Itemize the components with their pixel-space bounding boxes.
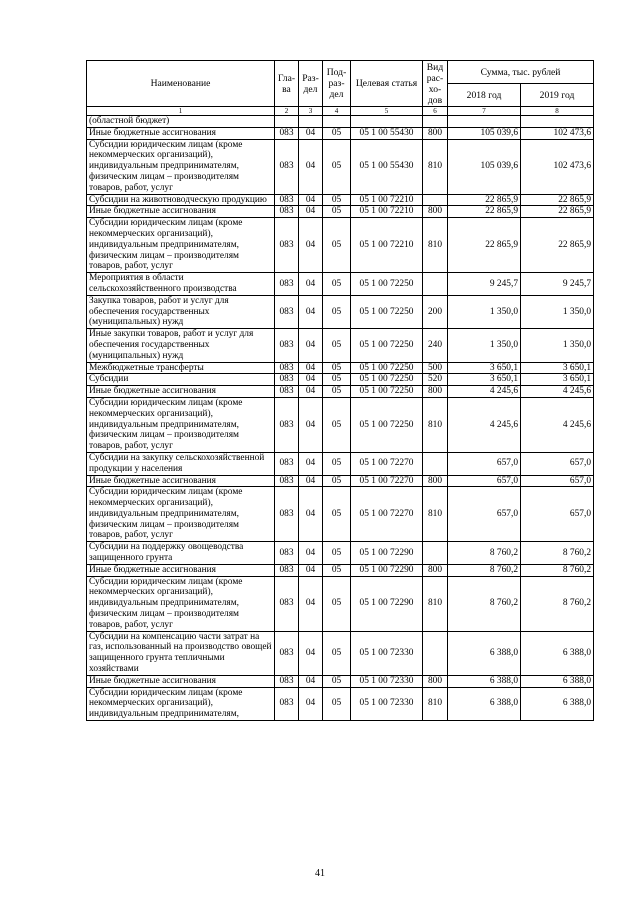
expense-type-cell: 800 xyxy=(423,386,448,398)
row-name-cell: Иные бюджетные ассигнования xyxy=(87,127,275,139)
amount-2018-cell: 3 650,1 xyxy=(448,362,521,374)
amount-2019-cell: 1 350,0 xyxy=(521,295,594,328)
expense-type-cell xyxy=(423,116,448,128)
amount-2018-cell: 6 388,0 xyxy=(448,631,521,675)
amount-2018-cell: 657,0 xyxy=(448,475,521,487)
subsection-cell: 05 xyxy=(323,374,351,386)
row-name-cell: Субсидии юридическим лицам (кроме некоммерческих организаций), индивидуальным предпринимателям, физическим лицам – производителям товаров, работ, услуг xyxy=(87,397,275,452)
expense-type-cell: 240 xyxy=(423,329,448,362)
row-name-cell: (областной бюджет) xyxy=(87,116,275,128)
expense-type-cell: 810 xyxy=(423,687,448,720)
header-year-2019: 2019 год xyxy=(521,84,594,107)
section-cell: 04 xyxy=(299,631,323,675)
amount-2018-cell: 6 388,0 xyxy=(448,675,521,687)
subsection-cell: 05 xyxy=(323,329,351,362)
row-name-cell: Иные закупки товаров, работ и услуг для обеспечения государственных (муниципальных) нужд xyxy=(87,329,275,362)
expense-type-cell xyxy=(423,194,448,206)
row-name-cell: Субсидии xyxy=(87,374,275,386)
section-cell: 04 xyxy=(299,487,323,542)
amount-2018-cell: 1 350,0 xyxy=(448,295,521,328)
chapter-cell: 083 xyxy=(275,631,299,675)
row-name-cell: Субсидии на поддержку овощеводства защищенного грунта xyxy=(87,542,275,565)
column-number: 6 xyxy=(423,107,448,116)
row-name-cell: Мероприятия в области сельскохозяйственного производства xyxy=(87,273,275,296)
amount-2018-cell: 3 650,1 xyxy=(448,374,521,386)
chapter-cell: 083 xyxy=(275,452,299,475)
column-number: 3 xyxy=(299,107,323,116)
section-cell: 04 xyxy=(299,329,323,362)
amount-2018-cell: 8 760,2 xyxy=(448,542,521,565)
amount-2018-cell xyxy=(448,116,521,128)
row-name-cell: Субсидии на животноводческую продукцию xyxy=(87,194,275,206)
expense-type-cell: 810 xyxy=(423,487,448,542)
amount-2018-cell: 4 245,6 xyxy=(448,386,521,398)
row-name-cell: Субсидии юридическим лицам (кроме некоммерческих организаций), индивидуальным предпринимателям, физическим лицам – производителям товаров, работ, услуг xyxy=(87,139,275,194)
expense-type-cell: 500 xyxy=(423,362,448,374)
table-row xyxy=(87,374,594,386)
expense-type-cell xyxy=(423,631,448,675)
table-row xyxy=(87,295,594,328)
chapter-cell: 083 xyxy=(275,487,299,542)
amount-2018-cell: 4 245,6 xyxy=(448,397,521,452)
subsection-cell: 05 xyxy=(323,631,351,675)
subsection-cell: 05 xyxy=(323,139,351,194)
expense-type-cell: 520 xyxy=(423,374,448,386)
amount-2019-cell: 22 865,9 xyxy=(521,218,594,273)
table-row xyxy=(87,362,594,374)
chapter-cell: 083 xyxy=(275,206,299,218)
section-cell: 04 xyxy=(299,475,323,487)
column-number: 7 xyxy=(448,107,521,116)
table-row xyxy=(87,397,594,452)
subsection-cell: 05 xyxy=(323,273,351,296)
subsection-cell: 05 xyxy=(323,564,351,576)
target-cell: 05 1 00 72330 xyxy=(351,631,423,675)
header-chapter: Гла-ва xyxy=(275,61,299,107)
amount-2019-cell: 4 245,6 xyxy=(521,397,594,452)
target-cell: 05 1 00 72270 xyxy=(351,487,423,542)
subsection-cell: 05 xyxy=(323,218,351,273)
section-cell: 04 xyxy=(299,194,323,206)
amount-2018-cell: 22 865,9 xyxy=(448,206,521,218)
table-row xyxy=(87,386,594,398)
target-cell: 05 1 00 72290 xyxy=(351,542,423,565)
row-name-cell: Субсидии юридическим лицам (кроме некоммерческих организаций), индивидуальным предпринимателям, физическим лицам – производителям товаров, работ, услуг xyxy=(87,218,275,273)
column-number: 8 xyxy=(521,107,594,116)
section-cell: 04 xyxy=(299,218,323,273)
column-number: 5 xyxy=(351,107,423,116)
table-row xyxy=(87,218,594,273)
target-cell: 05 1 00 72250 xyxy=(351,362,423,374)
amount-2019-cell xyxy=(521,116,594,128)
amount-2018-cell: 105 039,6 xyxy=(448,127,521,139)
expense-type-cell xyxy=(423,542,448,565)
header-target: Целевая статья xyxy=(351,61,423,107)
subsection-cell: 05 xyxy=(323,475,351,487)
table-row xyxy=(87,127,594,139)
expense-type-cell: 800 xyxy=(423,564,448,576)
header-section: Раз-дел xyxy=(299,61,323,107)
amount-2018-cell: 105 039,6 xyxy=(448,139,521,194)
header-expense-type: Вид рас-хо-дов xyxy=(423,61,448,107)
table-row xyxy=(87,139,594,194)
section-cell: 04 xyxy=(299,374,323,386)
amount-2018-cell: 9 245,7 xyxy=(448,273,521,296)
table-body xyxy=(87,116,594,721)
amount-2018-cell: 22 865,9 xyxy=(448,194,521,206)
amount-2019-cell: 102 473,6 xyxy=(521,127,594,139)
expense-type-cell: 800 xyxy=(423,475,448,487)
expense-type-cell xyxy=(423,452,448,475)
chapter-cell: 083 xyxy=(275,397,299,452)
target-cell: 05 1 00 72210 xyxy=(351,206,423,218)
row-name-cell: Межбюджетные трансферты xyxy=(87,362,275,374)
page-number: 41 xyxy=(315,868,325,879)
chapter-cell: 083 xyxy=(275,564,299,576)
amount-2019-cell: 4 245,6 xyxy=(521,386,594,398)
subsection-cell: 05 xyxy=(323,487,351,542)
table-row xyxy=(87,687,594,720)
section-cell: 04 xyxy=(299,564,323,576)
chapter-cell: 083 xyxy=(275,386,299,398)
table-row xyxy=(87,452,594,475)
target-cell: 05 1 00 72270 xyxy=(351,475,423,487)
column-number: 1 xyxy=(87,107,275,116)
table-row xyxy=(87,273,594,296)
section-cell: 04 xyxy=(299,206,323,218)
target-cell xyxy=(351,116,423,128)
subsection-cell: 05 xyxy=(323,127,351,139)
chapter-cell: 083 xyxy=(275,295,299,328)
subsection-cell: 05 xyxy=(323,362,351,374)
header-subsection: Под-раз-дел xyxy=(323,61,351,107)
amount-2019-cell: 8 760,2 xyxy=(521,564,594,576)
subsection-cell: 05 xyxy=(323,206,351,218)
table-row xyxy=(87,329,594,362)
expense-type-cell: 810 xyxy=(423,218,448,273)
amount-2019-cell: 8 760,2 xyxy=(521,576,594,631)
table-row xyxy=(87,631,594,675)
chapter-cell: 083 xyxy=(275,194,299,206)
subsection-cell: 05 xyxy=(323,194,351,206)
target-cell: 05 1 00 72210 xyxy=(351,194,423,206)
target-cell: 05 1 00 72250 xyxy=(351,273,423,296)
chapter-cell: 083 xyxy=(275,542,299,565)
table-row xyxy=(87,542,594,565)
target-cell: 05 1 00 72290 xyxy=(351,564,423,576)
expense-type-cell: 810 xyxy=(423,139,448,194)
subsection-cell: 05 xyxy=(323,386,351,398)
subsection-cell: 05 xyxy=(323,542,351,565)
expense-type-cell xyxy=(423,273,448,296)
table-row xyxy=(87,487,594,542)
subsection-cell: 05 xyxy=(323,675,351,687)
row-name-cell: Субсидии юридическим лицам (кроме некоммерческих организаций), индивидуальным предпринимателям, физическим лицам – производителям товаров, работ, услуг xyxy=(87,487,275,542)
table-row xyxy=(87,194,594,206)
table-row xyxy=(87,475,594,487)
budget-table xyxy=(86,60,594,721)
subsection-cell: 05 xyxy=(323,576,351,631)
row-name-cell: Иные бюджетные ассигнования xyxy=(87,564,275,576)
target-cell: 05 1 00 72250 xyxy=(351,374,423,386)
expense-type-cell: 800 xyxy=(423,675,448,687)
section-cell: 04 xyxy=(299,386,323,398)
row-name-cell: Субсидии на закупку сельскохозяйственной продукции у населения xyxy=(87,452,275,475)
chapter-cell: 083 xyxy=(275,576,299,631)
section-cell: 04 xyxy=(299,127,323,139)
section-cell: 04 xyxy=(299,139,323,194)
row-name-cell: Закупка товаров, работ и услуг для обеспечения государственных (муниципальных) нужд xyxy=(87,295,275,328)
table-row xyxy=(87,675,594,687)
amount-2019-cell: 1 350,0 xyxy=(521,329,594,362)
target-cell: 05 1 00 55430 xyxy=(351,139,423,194)
subsection-cell: 05 xyxy=(323,295,351,328)
section-cell: 04 xyxy=(299,273,323,296)
table-row xyxy=(87,116,594,128)
section-cell: 04 xyxy=(299,687,323,720)
header-name: Наименование xyxy=(87,61,275,107)
expense-type-cell: 800 xyxy=(423,127,448,139)
expense-type-cell: 810 xyxy=(423,576,448,631)
amount-2018-cell: 657,0 xyxy=(448,487,521,542)
amount-2018-cell: 657,0 xyxy=(448,452,521,475)
target-cell: 05 1 00 55430 xyxy=(351,127,423,139)
expense-type-cell: 200 xyxy=(423,295,448,328)
amount-2018-cell: 8 760,2 xyxy=(448,576,521,631)
column-number: 2 xyxy=(275,107,299,116)
section-cell: 04 xyxy=(299,576,323,631)
header-sum: Сумма, тыс. рублей xyxy=(448,61,594,84)
amount-2019-cell: 8 760,2 xyxy=(521,542,594,565)
section-cell: 04 xyxy=(299,542,323,565)
subsection-cell: 05 xyxy=(323,687,351,720)
target-cell: 05 1 00 72250 xyxy=(351,329,423,362)
amount-2018-cell: 8 760,2 xyxy=(448,564,521,576)
table-row xyxy=(87,206,594,218)
expense-type-cell: 800 xyxy=(423,206,448,218)
row-name-cell: Субсидии юридическим лицам (кроме некоммерческих организаций), индивидуальным предпринимателям, xyxy=(87,687,275,720)
target-cell: 05 1 00 72210 xyxy=(351,218,423,273)
section-cell: 04 xyxy=(299,397,323,452)
target-cell: 05 1 00 72330 xyxy=(351,675,423,687)
chapter-cell: 083 xyxy=(275,218,299,273)
chapter-cell: 083 xyxy=(275,675,299,687)
section-cell: 04 xyxy=(299,452,323,475)
table-row xyxy=(87,564,594,576)
column-numbers-row xyxy=(87,107,594,116)
amount-2019-cell: 657,0 xyxy=(521,452,594,475)
section-cell xyxy=(299,116,323,128)
row-name-cell: Иные бюджетные ассигнования xyxy=(87,675,275,687)
amount-2019-cell: 22 865,9 xyxy=(521,194,594,206)
amount-2019-cell: 657,0 xyxy=(521,487,594,542)
amount-2019-cell: 22 865,9 xyxy=(521,206,594,218)
chapter-cell: 083 xyxy=(275,475,299,487)
target-cell: 05 1 00 72250 xyxy=(351,295,423,328)
row-name-cell: Субсидии на компенсацию части затрат на газ, использованный на производство овощей защищенного грунта тепличными хозяйствами xyxy=(87,631,275,675)
row-name-cell: Субсидии юридическим лицам (кроме некоммерческих организаций), индивидуальным предпринимателям, физическим лицам – производителям товаров, работ, услуг xyxy=(87,576,275,631)
column-number: 4 xyxy=(323,107,351,116)
chapter-cell: 083 xyxy=(275,362,299,374)
chapter-cell: 083 xyxy=(275,329,299,362)
chapter-cell: 083 xyxy=(275,139,299,194)
budget-table-sheet xyxy=(86,60,593,721)
table-header xyxy=(87,61,594,116)
amount-2019-cell: 6 388,0 xyxy=(521,687,594,720)
chapter-cell: 083 xyxy=(275,374,299,386)
amount-2019-cell: 6 388,0 xyxy=(521,631,594,675)
chapter-cell: 083 xyxy=(275,687,299,720)
subsection-cell: 05 xyxy=(323,397,351,452)
chapter-cell: 083 xyxy=(275,273,299,296)
target-cell: 05 1 00 72250 xyxy=(351,397,423,452)
amount-2019-cell: 6 388,0 xyxy=(521,675,594,687)
amount-2019-cell: 657,0 xyxy=(521,475,594,487)
subsection-cell: 05 xyxy=(323,452,351,475)
expense-type-cell: 810 xyxy=(423,397,448,452)
target-cell: 05 1 00 72250 xyxy=(351,386,423,398)
amount-2018-cell: 22 865,9 xyxy=(448,218,521,273)
chapter-cell: 083 xyxy=(275,127,299,139)
target-cell: 05 1 00 72290 xyxy=(351,576,423,631)
amount-2018-cell: 1 350,0 xyxy=(448,329,521,362)
table-row xyxy=(87,576,594,631)
target-cell: 05 1 00 72330 xyxy=(351,687,423,720)
section-cell: 04 xyxy=(299,362,323,374)
row-name-cell: Иные бюджетные ассигнования xyxy=(87,475,275,487)
subsection-cell xyxy=(323,116,351,128)
amount-2018-cell: 6 388,0 xyxy=(448,687,521,720)
row-name-cell: Иные бюджетные ассигнования xyxy=(87,386,275,398)
chapter-cell xyxy=(275,116,299,128)
target-cell: 05 1 00 72270 xyxy=(351,452,423,475)
section-cell: 04 xyxy=(299,675,323,687)
header-year-2018: 2018 год xyxy=(448,84,521,107)
amount-2019-cell: 9 245,7 xyxy=(521,273,594,296)
amount-2019-cell: 3 650,1 xyxy=(521,374,594,386)
row-name-cell: Иные бюджетные ассигнования xyxy=(87,206,275,218)
amount-2019-cell: 102 473,6 xyxy=(521,139,594,194)
section-cell: 04 xyxy=(299,295,323,328)
amount-2019-cell: 3 650,1 xyxy=(521,362,594,374)
